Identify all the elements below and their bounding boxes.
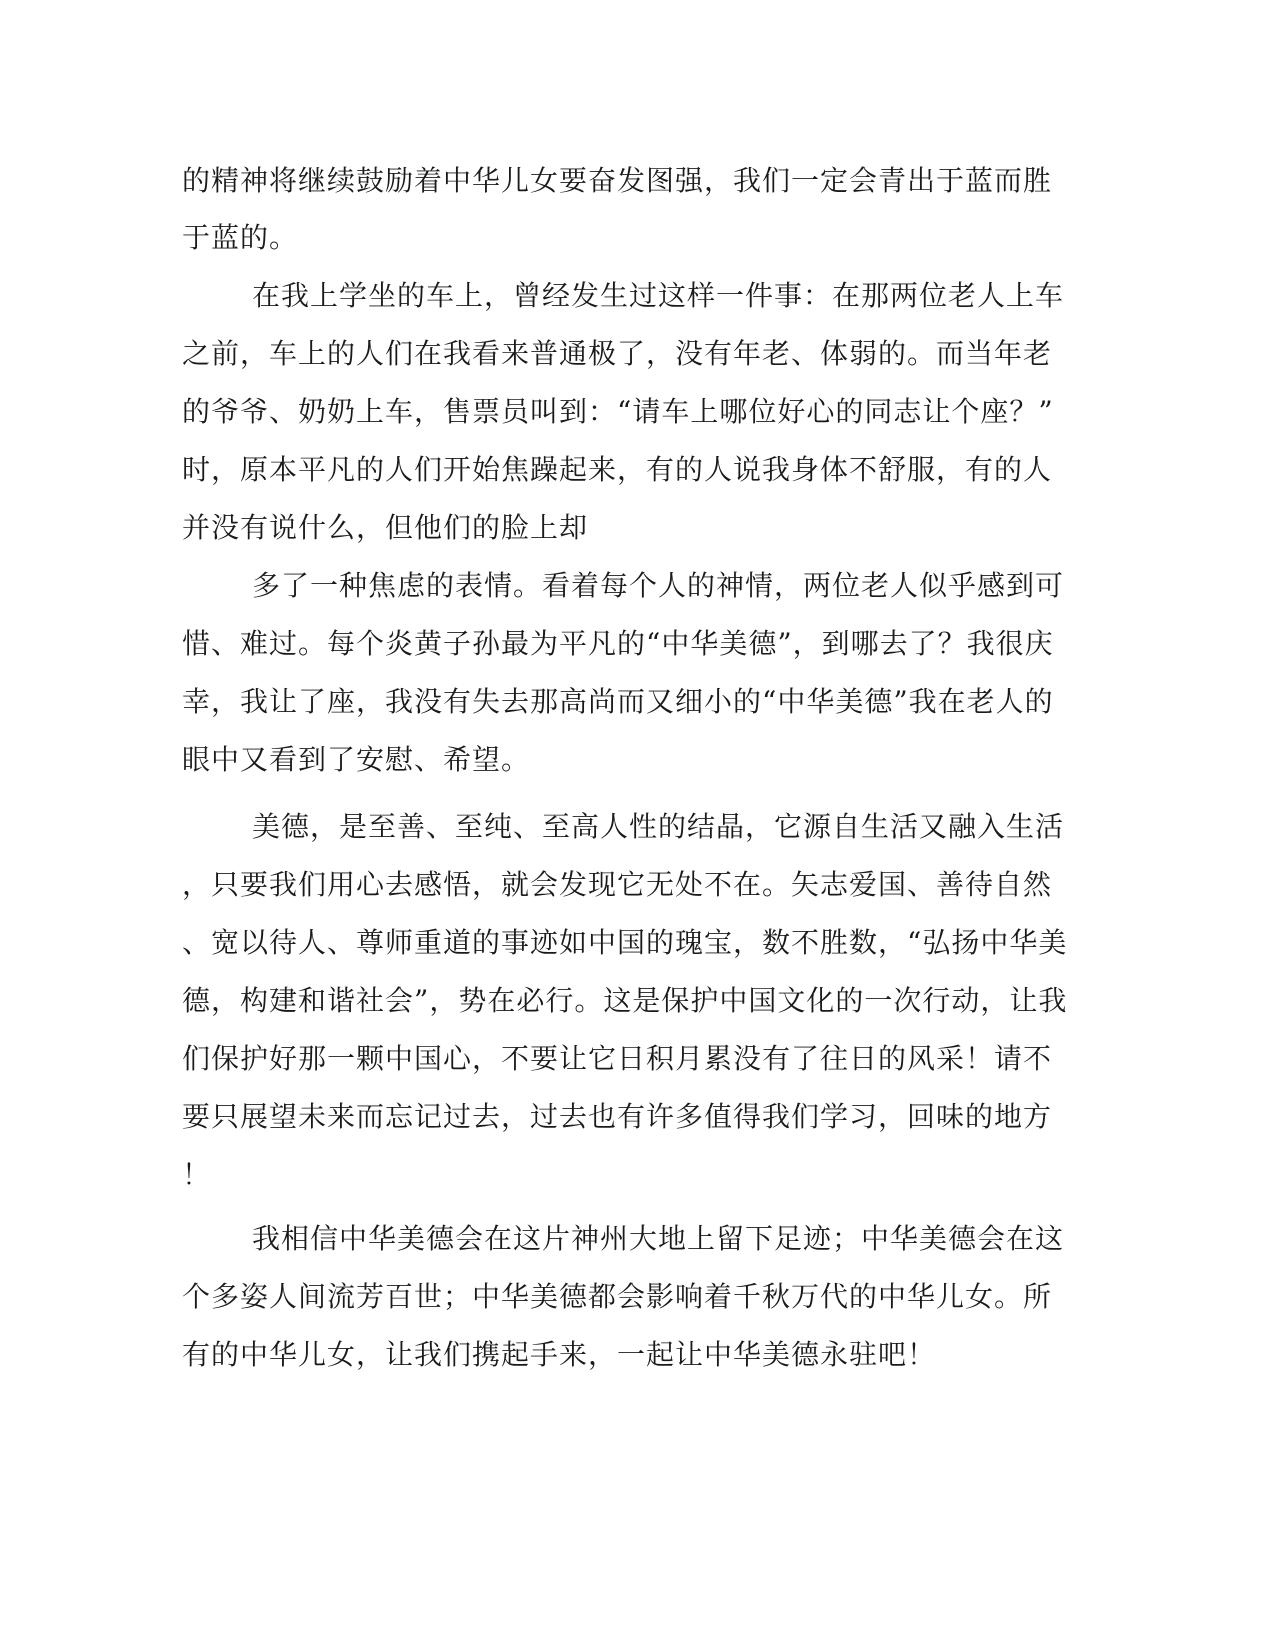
text-line: 眼中又看到了安慰、希望。 bbox=[182, 743, 531, 776]
text-line: ，只要我们用心去感悟，就会发现它无处不在。矢志爱国、善待自然 bbox=[182, 868, 1053, 901]
paragraph-first-line: 我相信中华美德会在这片神州大地上留下足迹；中华美德会在这 bbox=[252, 1222, 1065, 1255]
paragraph-first-line: 美德，是至善、至纯、至高人性的结晶，它源自生活又融入生活 bbox=[252, 810, 1065, 843]
text-line: 德，构建和谐社会”，势在必行。这是保护中国文化的一次行动，让我 bbox=[182, 984, 1068, 1017]
text-line: 之前，车上的人们在我看来普通极了，没有年老、体弱的。而当年老 bbox=[182, 337, 1053, 370]
text-line: 并没有说什么，但他们的脸上却 bbox=[182, 511, 589, 544]
text-line: 要只展望未来而忘记过去，过去也有许多值得我们学习，回味的地方 bbox=[182, 1100, 1053, 1133]
text-line: 、宽以待人、尊师重道的事迹如中国的瑰宝，数不胜数，“弘扬中华美 bbox=[182, 926, 1068, 959]
text-line: 们保护好那一颗中国心，不要让它日积月累没有了往日的风采！请不 bbox=[182, 1042, 1053, 1075]
paragraph-first-line: 多了一种焦虑的表情。看着每个人的神情，两位老人似乎感到可 bbox=[252, 569, 1065, 602]
text-line: 的精神将继续鼓励着中华儿女要奋发图强，我们一定会青出于蓝而胜 bbox=[182, 164, 1053, 197]
text-line: 时，原本平凡的人们开始焦躁起来，有的人说我身体不舒服，有的人 bbox=[182, 453, 1053, 486]
text-line: 幸，我让了座，我没有失去那高尚而又细小的“中华美德”我在老人的 bbox=[182, 685, 1054, 718]
text-line: 于蓝的。 bbox=[182, 221, 299, 254]
text-line: ！ bbox=[182, 1158, 212, 1191]
text-line: 个多姿人间流芳百世；中华美德都会影响着千秋万代的中华儿女。所 bbox=[182, 1280, 1053, 1313]
text-line: 惜、难过。每个炎黄子孙最为平凡的“中华美德”，到哪去了？我很庆 bbox=[182, 627, 1054, 660]
text-line: 的爷爷、奶奶上车，售票员叫到：“请车上哪位好心的同志让个座？” bbox=[182, 395, 1054, 428]
text-line: 有的中华儿女，让我们携起手来，一起让中华美德永驻吧！ bbox=[182, 1338, 937, 1371]
paragraph-first-line: 在我上学坐的车上，曾经发生过这样一件事：在那两位老人上车 bbox=[252, 279, 1065, 312]
